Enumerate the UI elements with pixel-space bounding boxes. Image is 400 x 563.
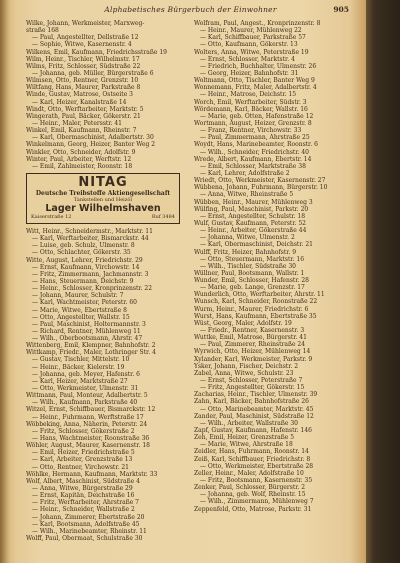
directory-entry: Wolfram, Paul, Angest., Kronprinzenstr. 8 <box>194 20 321 27</box>
directory-entry: Wriedt, Otto, Werkmeister, Kasernenstr. 27 <box>194 177 326 185</box>
directory-entry: — Ernst, Schlosser, Peterstraße 7 <box>200 377 303 385</box>
directory-entry: — Paul, Zimmerer, Rheinstraße 24 <box>200 341 306 349</box>
directory-entry: Zahn, Karl, Bäcker, Bahnhofstraße 26 <box>194 398 309 406</box>
directory-entry: Wilke, Johann, Werkmeister, Marxweg- <box>26 20 145 27</box>
directory-entry: — Paul, Zimmermann, Ahrstraße 25 <box>200 134 310 142</box>
directory-entry: — Emil, Heizer, Friedrichstraße 5 <box>32 449 135 457</box>
directory-entry: — Heinr., Schneider, Wallstraße 2 <box>32 506 135 514</box>
directory-entry: Winkel, Emil, Kaufmann, Rheinstr. 7 <box>26 127 137 135</box>
directory-entry: Wittkamp, Friedr., Maler, Lothringer Str. 4 <box>26 349 156 357</box>
directory-page <box>18 4 363 560</box>
directory-entry: Wolff, Paul, Obermaat, Schulstraße 30 <box>26 535 143 542</box>
ad-footer <box>31 214 175 220</box>
directory-entry: Wüst, Georg, Maler, Adolfstr. 19 <box>194 319 292 327</box>
directory-entry: Ysker, Johann, Fischer, Deichstr. 2 <box>194 362 299 370</box>
directory-entry: Wuttke, Emil, Matrose, Bürgerstr. 41 <box>194 334 307 342</box>
ad-subline: Tankstellen und Heizöl <box>73 196 133 203</box>
directory-entry: Zeller, Heinr., Maler, Adolfstraße 10 <box>194 469 304 477</box>
directory-entry: — Richard, Rentner, Mühlenweg 11 <box>32 327 141 335</box>
page-number: 905 <box>333 5 349 14</box>
directory-entry: — Friedrich, Buchhalter, Ulmenstr. 26 <box>200 62 317 70</box>
directory-entry: — Johann, Maurer, Schulstr. 7 <box>32 292 124 300</box>
directory-entry: Wonnemann, Fritz, Maler, Adalbertstr. 4 <box>194 84 317 92</box>
directory-entry: — Fritz, Schlosser, Gökerstraße 2 <box>32 427 135 435</box>
directory-entry: Wilkens, Emil, Kaufmann, Friedrichsstraße 19 <box>26 48 167 56</box>
directory-entry: Zacharias, Heinr., Tischler, Ulmenstr. 39 <box>194 391 318 399</box>
directory-entry: — Wilh., Arbeiter, Wallstraße 30 <box>200 419 298 427</box>
advertisement-box <box>26 173 180 224</box>
directory-entry: — Ernst, Schlosser, Marktstr. 4 <box>200 55 295 63</box>
directory-entry: — Otto, Rentner, Virchowstr. 21 <box>32 463 129 471</box>
directory-entry: Zabel, Anna, Witwe, Schulstr. 23 <box>194 369 294 377</box>
directory-entry: Winkelmann, Georg, Heizer, Banter Weg 2 <box>26 141 156 149</box>
directory-entry: — Karl, Arbeiter, Grenzstraße 13 <box>32 456 133 464</box>
directory-entry: — Heinr., Maurer, Mühlenweg 22 <box>200 27 302 35</box>
directory-entry: — Heinr., Fuhrmann, Werftstraße 17 <box>32 413 144 421</box>
directory-entry: — Otto, Angestellter, Wallstr. 15 <box>32 313 130 321</box>
left-column-bottom-entries <box>26 228 184 542</box>
directory-entry: — Ernst, Kaufmann, Virchowstr. 14 <box>32 263 140 271</box>
directory-entry: Wittenberg, Emil, Klempner, Bahnhofstr. 2 <box>26 342 156 350</box>
directory-entry: Wilmsen, Otto, Rentner, Grenzstr. 10 <box>26 77 139 85</box>
directory-entry: — Karl, Schiffbauer, Parkstraße 57 <box>200 34 306 42</box>
right-column <box>194 20 352 513</box>
ad-phone: Ruf 3484 <box>151 213 175 220</box>
directory-entry: Zeiß, Karl, Schiffbauer, Friedrichstr. 8 <box>194 455 311 463</box>
directory-entry: Zeidler, Hans, Fuhrmann, Roonstr. 14 <box>194 448 309 456</box>
directory-entry: — Fritz, Zimmermann, Jachmannstr. 3 <box>32 270 149 278</box>
directory-entry: — Otto, Werkmeister, Ebertstraße 28 <box>200 462 314 470</box>
directory-entry: Wübbena, Johann, Fuhrmann, Bürgerstr. 10 <box>194 184 328 192</box>
directory-entry: — Fritz, Angestellter, Gökerstr. 15 <box>200 384 305 392</box>
directory-entry: — Johanna, geb. Meyer, Hafenstr. 6 <box>32 370 140 378</box>
directory-entry: Wübben, Heinr., Maurer, Mühlenweg 3 <box>194 198 313 206</box>
page-title: Alphabetisches Bürgerbuch der Einwohner <box>104 5 277 14</box>
directory-entry: — Otto, Marinebeamter, Marktstr. 45 <box>200 405 314 413</box>
directory-entry: — Marie, geb. Otten, Hafenstraße 12 <box>200 112 314 120</box>
directory-entry: Wöhler, August, Maurer, Kasernenstr. 18 <box>26 442 150 450</box>
left-column <box>26 20 184 542</box>
ad-address: Kaiserstraße 12 <box>31 213 72 220</box>
directory-entry: — Karl, Lehrer, Adolfstraße 2 <box>200 169 290 177</box>
directory-entry: — Otto, Steuermann, Marktstr. 16 <box>200 255 305 263</box>
ad-company: Deutsche Treibstoffe Aktiengesellschaft <box>35 189 171 197</box>
directory-entry: Wöhlke, Hermann, Kaufmann, Marktstr. 33 <box>26 470 158 478</box>
directory-entry: — Johann, Zimmerer, Ebertstraße 20 <box>32 513 145 521</box>
directory-entry: Winkler, Otto, Schneider, Adolfstr. 9 <box>26 148 136 156</box>
directory-entry: — Marie, Witwe, Ahrstraße 18 <box>200 441 293 449</box>
directory-entry: — Wilh., Marinebeamter, Rheinstr. 11 <box>32 527 147 535</box>
directory-entry: — Karl, Obermaschinist, Adalbertstr. 30 <box>32 134 154 142</box>
directory-entry: — Wilh., Tischler, Südstraße 30 <box>200 262 296 270</box>
directory-entry: Wülfing, Paul, Maschinist, Parkstr. 20 <box>194 205 309 213</box>
directory-entry: — Anna, Witwe, Bürgerstraße 29 <box>32 485 133 493</box>
page-header <box>18 6 363 18</box>
directory-entry: Woydt, Hans, Marinebeamter, Roonstr. 6 <box>194 141 318 149</box>
directory-entry: — Karl, Bootsmann, Adolfstraße 45 <box>32 520 140 528</box>
directory-entry: Zeh, Emil, Heizer, Grenzstraße 5 <box>194 434 295 442</box>
directory-entry: — Otto, Werkmeister, Ulmenstr. 31 <box>32 385 139 393</box>
directory-entry: Wortmann, August, Heizer, Grenzstr. 8 <box>194 119 312 127</box>
left-column-top-entries <box>26 20 184 170</box>
directory-entry: — Ernst, Kapitän, Deichstraße 16 <box>32 492 135 500</box>
directory-entry: — Emil, Zahlmeister, Roonstr. 18 <box>32 162 133 170</box>
directory-entry: Wilm, Heinr., Tischler, Wilhelmstr. 17 <box>26 55 140 63</box>
directory-entry: — Otto, Kaufmann, Gökerstr. 13 <box>200 41 298 49</box>
directory-entry: — Otto, Schlachter, Gökerstr. 35 <box>32 249 131 257</box>
ad-brand: NITAG <box>78 174 128 190</box>
directory-entry: Zapf, Gustav, Kaufmann, Hafenstr. 146 <box>194 427 312 435</box>
directory-entry: Wurm, Heinr., Maurer, Friedrichstr. 6 <box>194 305 309 313</box>
directory-entry: — Wilh., Schneider, Friedrichstr. 40 <box>200 148 309 156</box>
directory-entry: — Luise, geb. Schulz, Ulmenstr. 8 <box>32 242 135 250</box>
directory-entry: Wulff, Fritz, Heizer, Bahnhofstr. 9 <box>194 248 297 256</box>
directory-entry: — Wilh., Kaufmann, Parkstraße 40 <box>32 399 138 407</box>
directory-entry: — Georg, Heizer, Bahnhofstr. 31 <box>200 69 299 77</box>
directory-entry: Wittmann, Paul, Monteur, Adalbertstr. 5 <box>26 392 148 400</box>
directory-entry: — Karl, Werftarbeiter, Bismarckstr. 44 <box>32 235 149 243</box>
directory-entry: — Karl, Heizer, Marktstraße 27 <box>32 377 128 385</box>
directory-entry: — Heinr., Matrose, Deichstr. 15 <box>200 91 297 99</box>
book-edge <box>366 0 400 563</box>
directory-entry: — Anna, Witwe, Rheinstraße 5 <box>200 191 294 199</box>
directory-entry: — Paul, Maschinist, Holtermannstr. 3 <box>32 320 146 328</box>
directory-entry: Wunsch, Karl, Schneider, Roonstraße 22 <box>194 298 318 306</box>
directory-entry: Zander, Paul, Maschinist, Südstraße 12 <box>194 412 314 420</box>
directory-entry: — Karl, Heizer, Kanalstraße 14 <box>32 98 127 106</box>
directory-entry: Wiltfang, Hans, Maurer, Parkstraße 8 <box>26 84 141 92</box>
directory-entry: Wurst, Hans, Kaufmann, Ebertstraße 35 <box>194 312 317 320</box>
directory-entry: — Fritz, Bootsmann, Kasernenstr. 35 <box>200 477 313 484</box>
binding-fold <box>0 0 10 563</box>
directory-entry: — Wilh., Oberbootsmann, Ahrstr. 47 <box>32 335 143 343</box>
directory-entry: Witt, Heinr., Schneidermstr., Marktstr. 11 <box>26 227 153 235</box>
directory-entry: Woltmann, Otto, Tischler, Banter Weg 9 <box>194 77 315 85</box>
directory-entry: — Heinr., Maler, Petersstr. 41 <box>32 119 122 127</box>
directory-entry: Wyrwich, Otto, Heizer, Mühlenweg 14 <box>194 348 311 356</box>
directory-entry: — Franz, Rentner, Virchowstr. 33 <box>200 127 302 135</box>
directory-entry: Wolters, Anna, Witwe, Peterstraße 19 <box>194 48 309 56</box>
directory-entry: Witte, August, Lehrer, Friedrichstr. 29 <box>26 256 143 264</box>
directory-entry: — Karl, Wachtmeister, Peterstr. 60 <box>32 299 137 307</box>
directory-entry: — Marie, geb. Lange, Grenzstr. 17 <box>200 284 305 292</box>
directory-entry: — Heinr., Arbeiter, Gökerstraße 44 <box>200 227 307 235</box>
directory-entry: Xylander, Karl, Werkmeister, Parkstr. 9 <box>194 355 313 363</box>
directory-entry: — Johanna, Witwe, Ulmenstr. 2 <box>200 234 295 242</box>
ad-lager: Lager Wilhelmshaven <box>45 202 161 214</box>
directory-entry: — Heinr., Schlosser, Kronprinzenstr. 22 <box>32 285 153 293</box>
directory-entry: Zenker, Paul, Schlosser, Bürgerstr. 2 <box>194 484 306 492</box>
directory-entry: Wulf, Gustav, Kaufmann, Peterstr. 52 <box>194 219 306 227</box>
directory-entry: — Paul, Angestellter, Dellstraße 12 <box>32 34 139 42</box>
directory-entry: Wrede, Albert, Kaufmann, Ebertstr. 14 <box>194 155 312 163</box>
directory-entry: Wolf, Albert, Maschinist, Südstraße 4 <box>26 477 140 485</box>
directory-entry: — Johanna, geb. Müller, Bürgerstraße 6 <box>32 69 154 77</box>
directory-entry: Wunderlich, Otto, Werftarbeiter, Ahrstr. 11 <box>194 291 325 299</box>
directory-entry: — Karl, Obermaschinist, Deichstr. 21 <box>200 241 313 249</box>
directory-entry: — Sophie, Witwe, Kasernenstr. 4 <box>32 41 132 49</box>
directory-entry: Wöbbeking, Anna, Näherin, Peterstr. 24 <box>26 420 148 428</box>
directory-entry: — Wilh., Zimmermann, Mühlenweg 7 <box>200 498 314 506</box>
directory-entry: — Fritz, Werftarbeiter, Ahrstraße 7 <box>32 499 139 507</box>
directory-entry: Winde, Gustav, Matrose, Ostseite 3 <box>26 91 133 99</box>
directory-entry: Windt, Otto, Werftarbeiter, Marktstr. 5 <box>26 105 144 113</box>
directory-entry: straße 168 <box>26 27 59 35</box>
directory-entry: Witzel, Ernst, Schiffbauer, Bismarckstr. 12 <box>26 406 156 414</box>
directory-entry: — Emil, Schlosser, Marktstraße 38 <box>200 162 306 170</box>
directory-entry: — Johanna, geb. Wolf, Rheinstr. 15 <box>200 491 306 499</box>
directory-entry: — Gustav, Tischler, Mittelstr. 10 <box>32 356 130 364</box>
directory-entry: — Friedr., Rentner, Kasernenstr. 3 <box>200 327 305 335</box>
directory-entry: Wunder, Emil, Schlosser, Hafenstr. 28 <box>194 277 309 285</box>
directory-entry: Wingerath, Paul, Bäcker, Gökerstr. 21 <box>26 112 141 120</box>
directory-entry: Worch, Emil, Werftarbeiter, Südstr. 3 <box>194 98 307 106</box>
directory-entry: — Marie, Witwe, Ebertstraße 8 <box>32 306 127 314</box>
directory-entry: Wilms, Fritz, Schlosser, Südstraße 22 <box>26 62 141 70</box>
directory-entry: — Hans, Wachtmeister, Roonstraße 36 <box>32 435 150 443</box>
directory-entry: Winter, Paul, Arbeiter, Werftstr. 12 <box>26 155 132 163</box>
directory-entry: — Hans, Steuermann, Deichstr. 9 <box>32 277 134 285</box>
directory-entry: Wüllner, Paul, Bootsmann, Wallstr. 1 <box>194 269 305 277</box>
directory-entry: — Ernst, Angestellter, Schulstr. 18 <box>200 212 306 220</box>
directory-entry: Wördemann, Karl, Bäcker, Wallstr. 16 <box>194 105 308 113</box>
directory-entry: Zeppenfeld, Otto, Matrose, Parkstr. 31 <box>194 505 312 513</box>
directory-entry: — Heinr., Bäcker, Kielerstr. 19 <box>32 363 125 371</box>
